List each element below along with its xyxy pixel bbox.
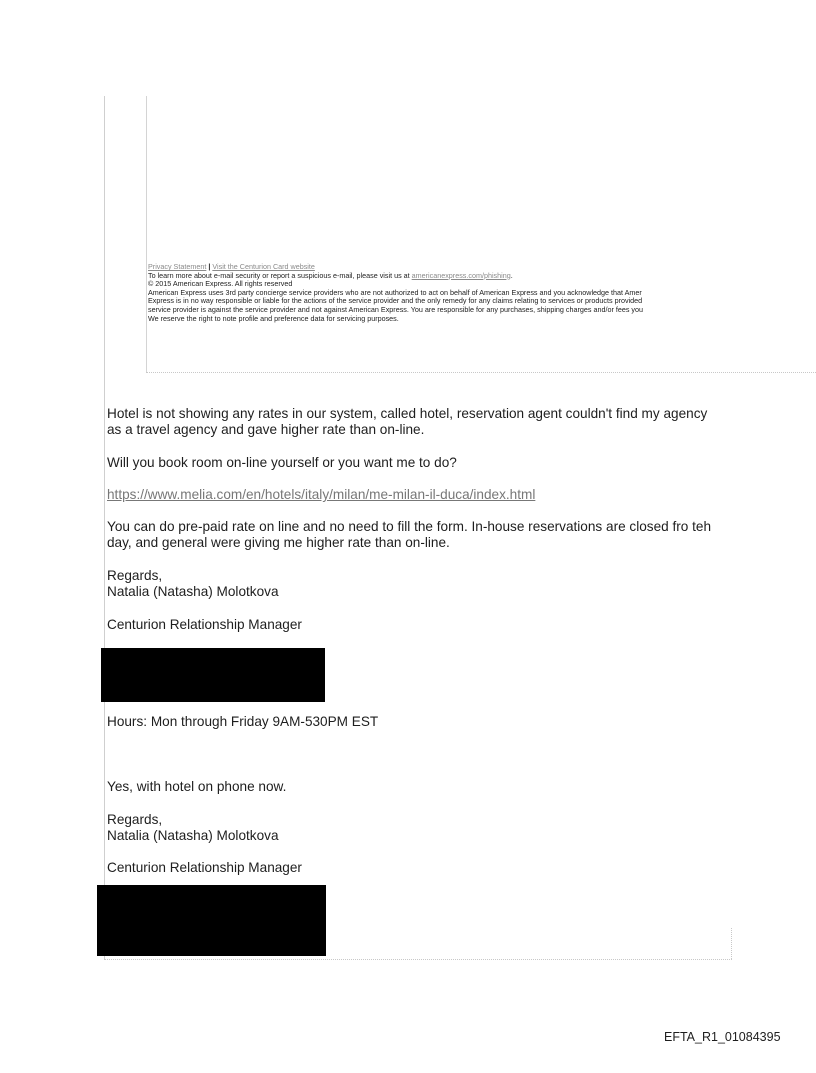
message1-para1-line2: as a travel agency and gave higher rate than on-line. — [107, 422, 425, 437]
privacy-statement-link[interactable]: Privacy Statement — [148, 263, 207, 271]
message1-question: Will you book room on-line yourself or you want me to do? — [107, 455, 457, 470]
message1-signature-title: Centurion Relationship Manager — [107, 617, 302, 632]
document-id: EFTA_R1_01084395 — [664, 1030, 781, 1044]
message2-regards: Regards, — [107, 812, 163, 827]
inner-divider — [146, 372, 816, 373]
redaction-block — [101, 648, 325, 702]
footer-separator: | — [208, 263, 211, 271]
message1-regards: Regards, — [107, 568, 163, 583]
message1-signature-name: Natalia (Natasha) Molotkova — [107, 584, 279, 599]
message2-signature-name: Natalia (Natasha) Molotkova — [107, 828, 279, 843]
message1-para3-line2: day, and general were giving me higher rate than on-line. — [107, 535, 450, 550]
redaction-block — [97, 885, 326, 956]
message1-para3-line1: You can do pre-paid rate on line and no need to fill the form. In-house reservations are closed fro teh — [107, 519, 712, 534]
disclaimer-line: service provider is against the service provider and not against American Express. You are responsible for any purchases, shipping charges and/or fees you — [148, 305, 644, 314]
disclaimer-line: Express is in no way responsible or liable for the actions of the service provider and the only remedy for any claims relating to services or products provided — [148, 297, 643, 306]
disclaimer-line: American Express uses 3rd party concierge service providers who are not authorized to act on behalf of American Express and you acknowledge that Amer — [148, 288, 642, 297]
message2-body: Yes, with hotel on phone now. — [107, 779, 287, 794]
disclaimer-line: We reserve the right to note profile and preference data for servicing purposes. — [148, 314, 399, 323]
outer-quote-border — [104, 96, 105, 959]
message1-hours: Hours: Mon through Friday 9AM-530PM EST — [107, 714, 379, 729]
email-footer — [148, 263, 816, 323]
inner-quote-border — [146, 96, 147, 373]
copyright-text: © 2015 American Express. All rights reserved — [148, 280, 293, 289]
bottom-divider — [104, 959, 732, 960]
security-period: . — [510, 271, 513, 280]
phishing-link[interactable]: americanexpress.com/phishing — [411, 271, 511, 280]
security-notice — [148, 272, 816, 281]
footer-links-row — [148, 263, 816, 272]
message2-signature-title: Centurion Relationship Manager — [107, 860, 302, 875]
right-divider — [731, 928, 732, 959]
message1-para1-line1: Hotel is not showing any rates in our system, called hotel, reservation agent couldn't find my agency — [107, 406, 708, 421]
hotel-url-link[interactable]: https://www.melia.com/en/hotels/italy/milan/me-milan-il-duca/index.html — [107, 487, 536, 502]
centurion-website-link[interactable]: Visit the Centurion Card website — [212, 263, 315, 271]
security-text: To learn more about e-mail security or report a suspicious e-mail, please visit us at — [148, 271, 410, 280]
